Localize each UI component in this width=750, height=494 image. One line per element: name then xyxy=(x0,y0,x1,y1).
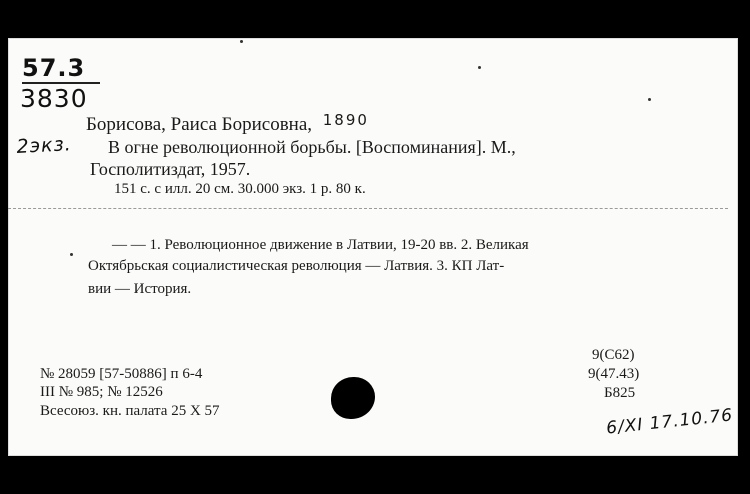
author-heading xyxy=(86,111,369,136)
subjects-line-1: — — 1. Революционное движение в Латвии, 19-20 вв. 2. Великая xyxy=(112,237,529,253)
publisher-line: Госполитиздат, 1957. xyxy=(90,159,251,179)
physical-description: 151 с. с илл. 20 см. 30.000 экз. 1 р. 80 к. xyxy=(114,181,366,197)
subjects-line-3: вии — История. xyxy=(88,281,192,297)
speck xyxy=(70,253,73,256)
accession-number: 3830 xyxy=(20,84,88,113)
control-line-1: № 28059 [57-50886] п 6-4 xyxy=(40,366,203,382)
control-line-3: Всесоюз. кн. палата 25 X 57 xyxy=(40,403,220,419)
copies-note: 2экз. xyxy=(16,133,73,158)
inventory-note: 6/XI 17.10.76 xyxy=(605,405,735,439)
speck xyxy=(240,40,243,43)
control-line-2: III № 985; № 12526 xyxy=(40,384,163,400)
title-line: В огне революционной борьбы. [Воспоминания]. М., xyxy=(108,137,516,157)
ink-blot xyxy=(331,377,375,419)
subjects-line-2: Октябрьская социалистическая революция — Латвия. 3. КП Лат- xyxy=(88,258,505,274)
call-number: 57.3 xyxy=(22,54,86,82)
author-name: Борисова, Раиса Борисовна, xyxy=(86,114,313,135)
author-mark: Б825 xyxy=(604,385,636,401)
speck xyxy=(648,98,651,101)
catalog-card xyxy=(8,38,738,456)
divider-line xyxy=(8,208,728,209)
classification-2: 9(47.43) xyxy=(588,366,640,382)
classification-1: 9(С62) xyxy=(592,347,635,363)
author-year: 1890 xyxy=(322,111,369,129)
speck xyxy=(478,66,481,69)
